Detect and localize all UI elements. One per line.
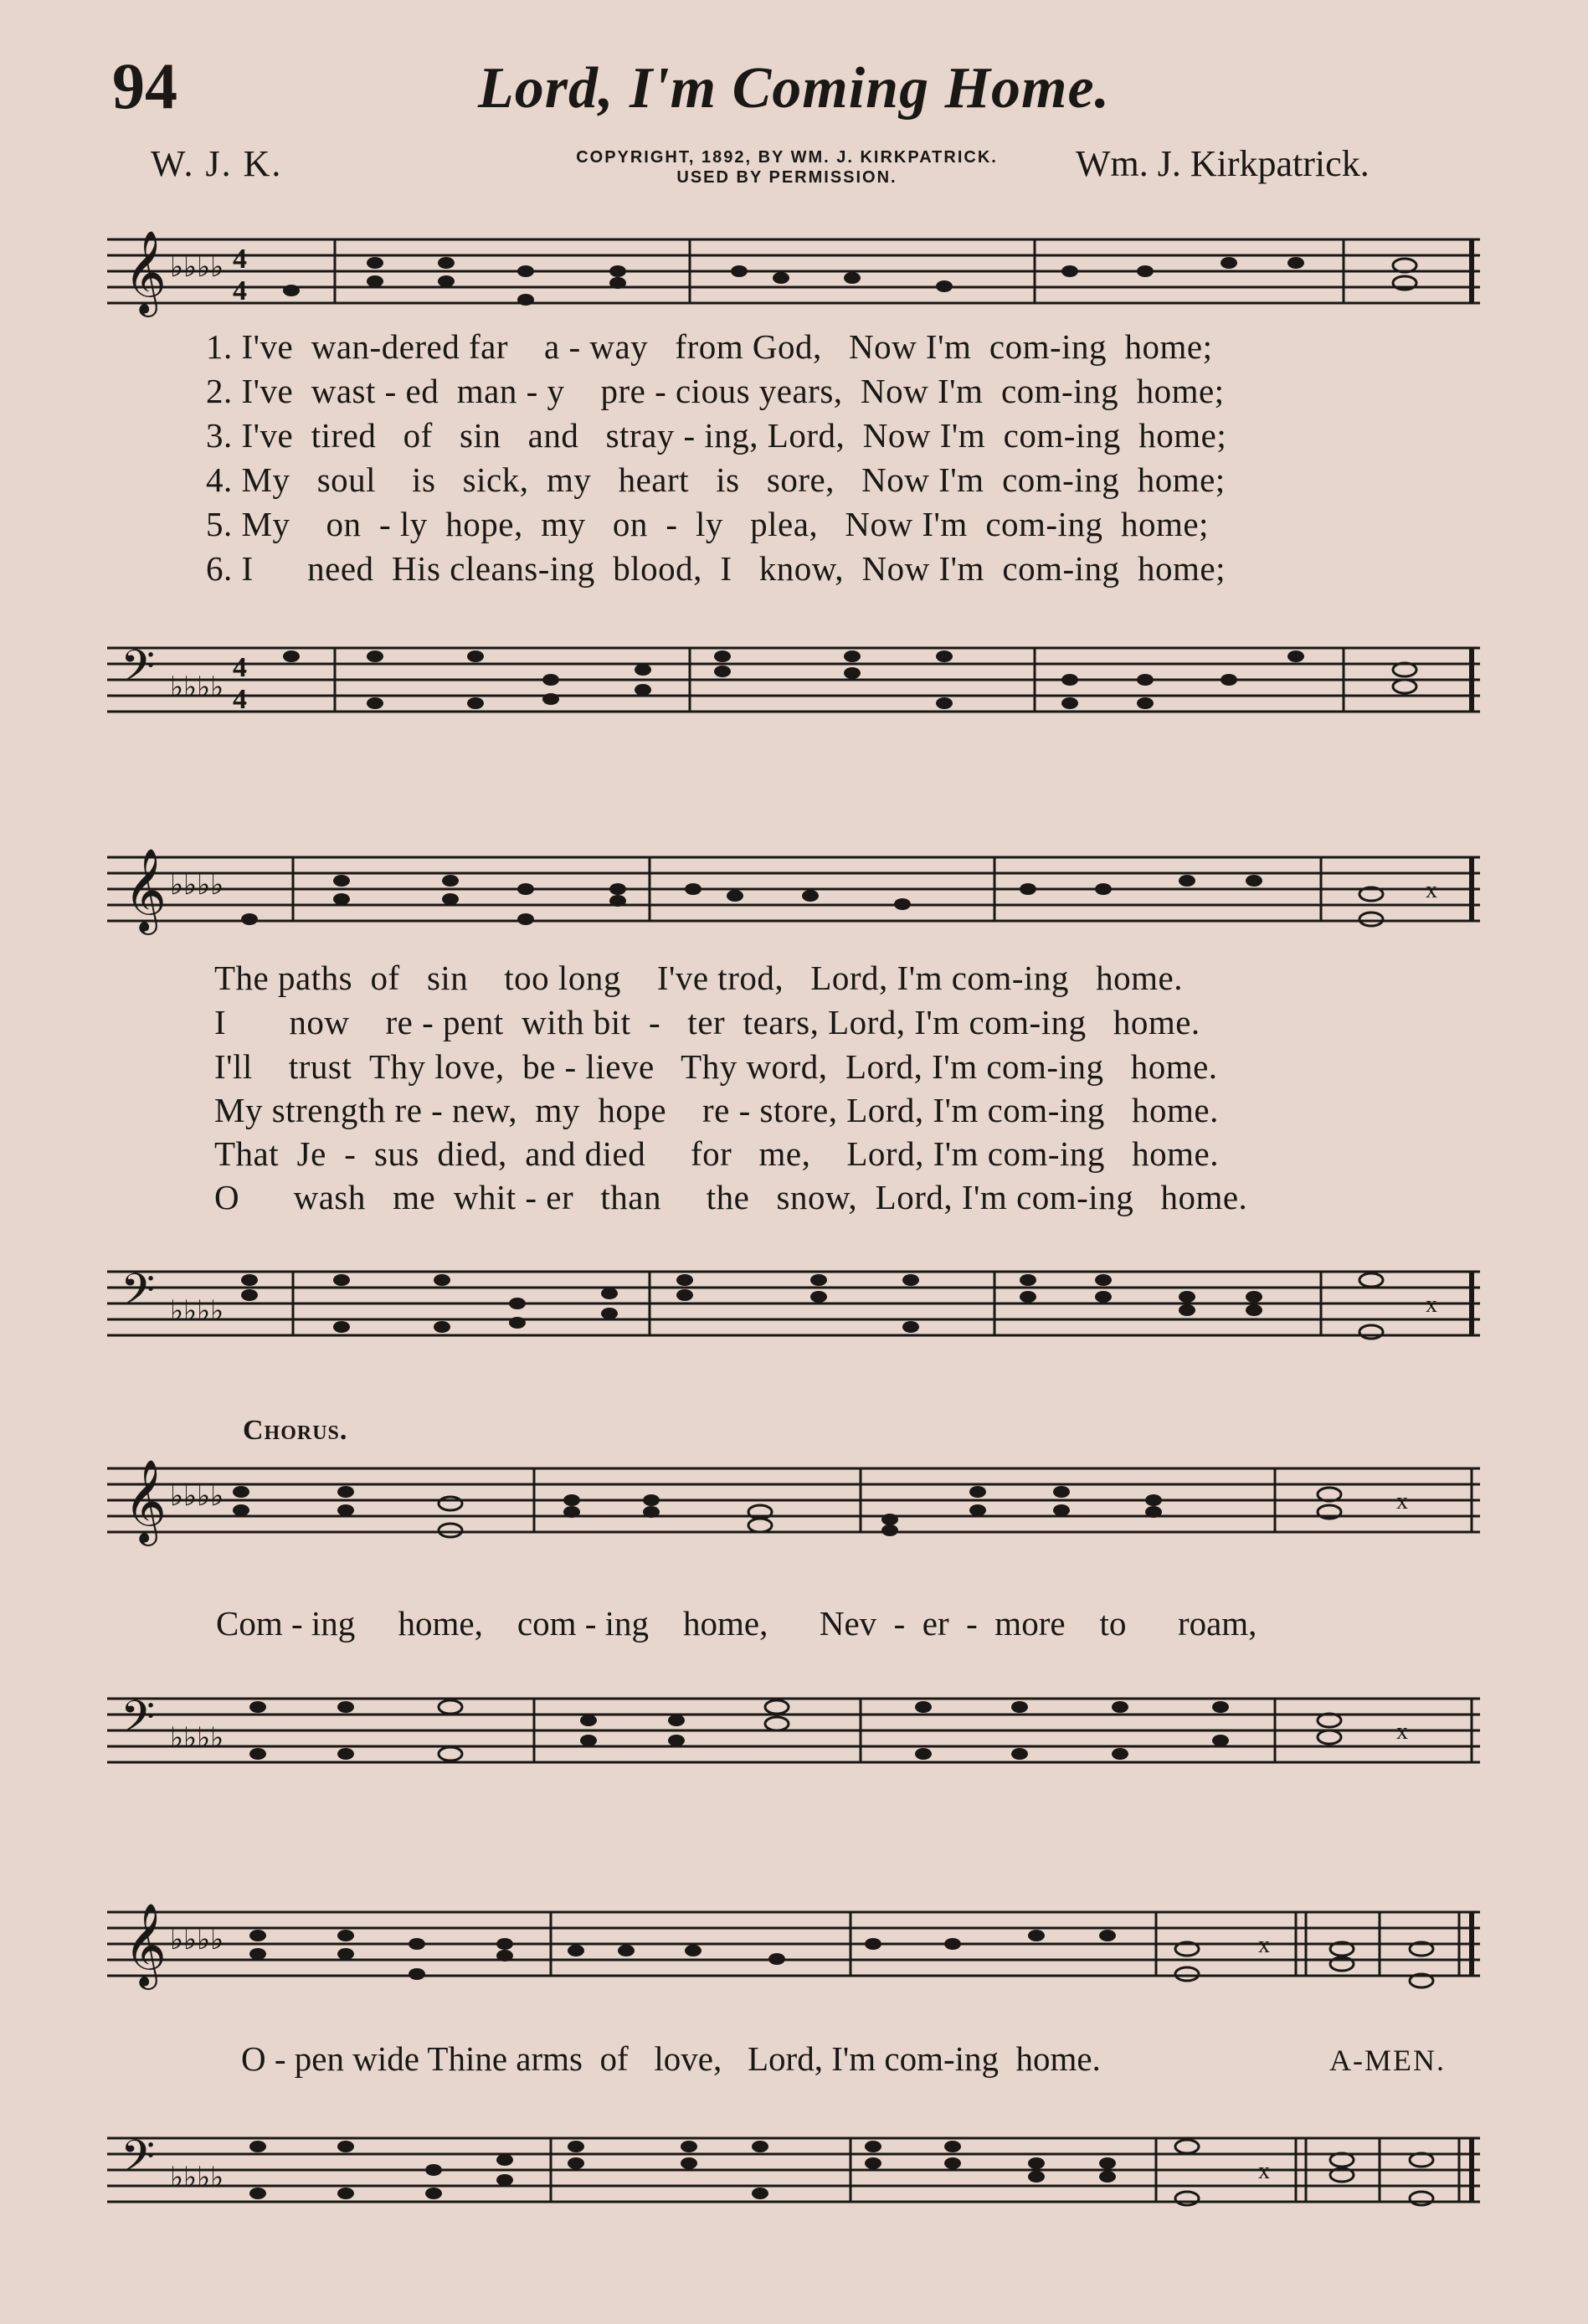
verse-line-2b: I now re - pent with bit - ter tears, Lord, I'm com-ing home. bbox=[214, 1003, 1200, 1041]
svg-text:♭♭♭♭: ♭♭♭♭ bbox=[170, 1481, 224, 1512]
svg-text:𝄢: 𝄢 bbox=[121, 1266, 156, 1325]
svg-text:𝄢: 𝄢 bbox=[121, 642, 156, 702]
music-system-2 bbox=[107, 846, 1480, 1365]
svg-text:x: x bbox=[1396, 1488, 1408, 1514]
verse-line-4b: My strength re - new, my hope re - store, Lord, I'm com-ing home. bbox=[214, 1091, 1219, 1129]
verse-line-5a: 5. My on - ly hope, my on - ly plea, Now I'm com-ing home; bbox=[206, 505, 1209, 543]
svg-text:𝄞: 𝄞 bbox=[124, 230, 167, 314]
music-system-3 bbox=[107, 1457, 1480, 1792]
copyright-line-2: USED BY PERMISSION. bbox=[676, 168, 897, 187]
bass-staff bbox=[107, 1260, 1480, 1327]
svg-text:♭♭♭♭: ♭♭♭♭ bbox=[170, 870, 224, 901]
svg-text:4: 4 bbox=[233, 652, 247, 683]
hymn-title: Lord, I'm Coming Home. bbox=[477, 56, 1111, 121]
svg-text:♭♭♭♭: ♭♭♭♭ bbox=[170, 1925, 224, 1956]
svg-text:x: x bbox=[1258, 2158, 1270, 2184]
svg-text:♭♭♭♭: ♭♭♭♭ bbox=[170, 252, 224, 283]
svg-text:x: x bbox=[1396, 1719, 1408, 1745]
copyright-line-1: COPYRIGHT, 1892, BY WM. J. KIRKPATRICK. bbox=[576, 148, 998, 167]
svg-text:♭♭♭♭: ♭♭♭♭ bbox=[170, 672, 224, 703]
bass-staff bbox=[107, 636, 1480, 715]
svg-text:𝄞: 𝄞 bbox=[124, 850, 167, 930]
music-system-4 bbox=[107, 1900, 1480, 2219]
svg-text:♭♭♭♭: ♭♭♭♭ bbox=[170, 1723, 224, 1754]
verse-line-6a: 6. I need His cleans-ing blood, I know, Now I'm com-ing home; bbox=[206, 549, 1226, 588]
svg-text:4: 4 bbox=[233, 275, 247, 306]
verse-line-5b: That Je - sus died, and died for me, Lord, I'm com-ing home. bbox=[214, 1134, 1219, 1173]
svg-text:𝄢: 𝄢 bbox=[121, 1693, 156, 1752]
hymn-number: 94 bbox=[112, 49, 177, 122]
verse-line-6b: O wash me whit - er than the snow, Lord, I'm com-ing home. bbox=[214, 1178, 1248, 1216]
copyright-notice bbox=[519, 147, 1055, 188]
treble-staff bbox=[107, 846, 1480, 930]
lyricist: W. J. K. bbox=[151, 143, 283, 184]
svg-text:♭♭♭♭: ♭♭♭♭ bbox=[170, 1296, 224, 1327]
verse-line-1a: 1. I've wan-dered far a - way from God, Now I'm com-ing home; bbox=[206, 327, 1213, 366]
amen: A-MEN. bbox=[1329, 2044, 1446, 2077]
chorus-label: Chorus. bbox=[243, 1415, 348, 1446]
svg-text:x: x bbox=[1426, 1292, 1437, 1318]
svg-text:x: x bbox=[1426, 877, 1437, 903]
svg-text:𝄞: 𝄞 bbox=[124, 1461, 167, 1541]
svg-text:4: 4 bbox=[233, 244, 247, 275]
music-system-1 bbox=[107, 218, 1480, 737]
composer: Wm. J. Kirkpatrick. bbox=[1076, 143, 1370, 184]
treble-staff bbox=[107, 1457, 1480, 1541]
svg-text:𝄞: 𝄞 bbox=[124, 1905, 167, 1985]
treble-staff bbox=[107, 228, 1480, 314]
bass-staff bbox=[107, 2126, 1480, 2193]
verse-line-3a: 3. I've tired of sin and stray - ing, Lord, Now I'm com-ing home; bbox=[206, 416, 1227, 455]
bass-staff bbox=[107, 1687, 1480, 1754]
verse-line-1b: The paths of sin too long I've trod, Lord, I'm com-ing home. bbox=[214, 959, 1183, 997]
svg-text:4: 4 bbox=[233, 684, 247, 715]
svg-text:♭♭♭♭: ♭♭♭♭ bbox=[170, 2162, 224, 2193]
chorus-line-1: Com - ing home, com - ing home, Nev - er - more to roam, bbox=[216, 1604, 1257, 1643]
verse-line-4a: 4. My soul is sick, my heart is sore, Now I'm com-ing home; bbox=[206, 460, 1226, 499]
svg-text:x: x bbox=[1258, 1932, 1270, 1958]
svg-text:𝄢: 𝄢 bbox=[121, 2132, 156, 2192]
chorus-line-2: O - pen wide Thine arms of love, Lord, I'm com-ing home. bbox=[241, 2039, 1101, 2078]
verse-line-3b: I'll trust Thy love, be - lieve Thy word, Lord, I'm com-ing home. bbox=[214, 1047, 1218, 1086]
verse-line-2a: 2. I've wast - ed man - y pre - cious years, Now I'm com-ing home; bbox=[206, 372, 1225, 410]
treble-staff bbox=[107, 1900, 1480, 1985]
